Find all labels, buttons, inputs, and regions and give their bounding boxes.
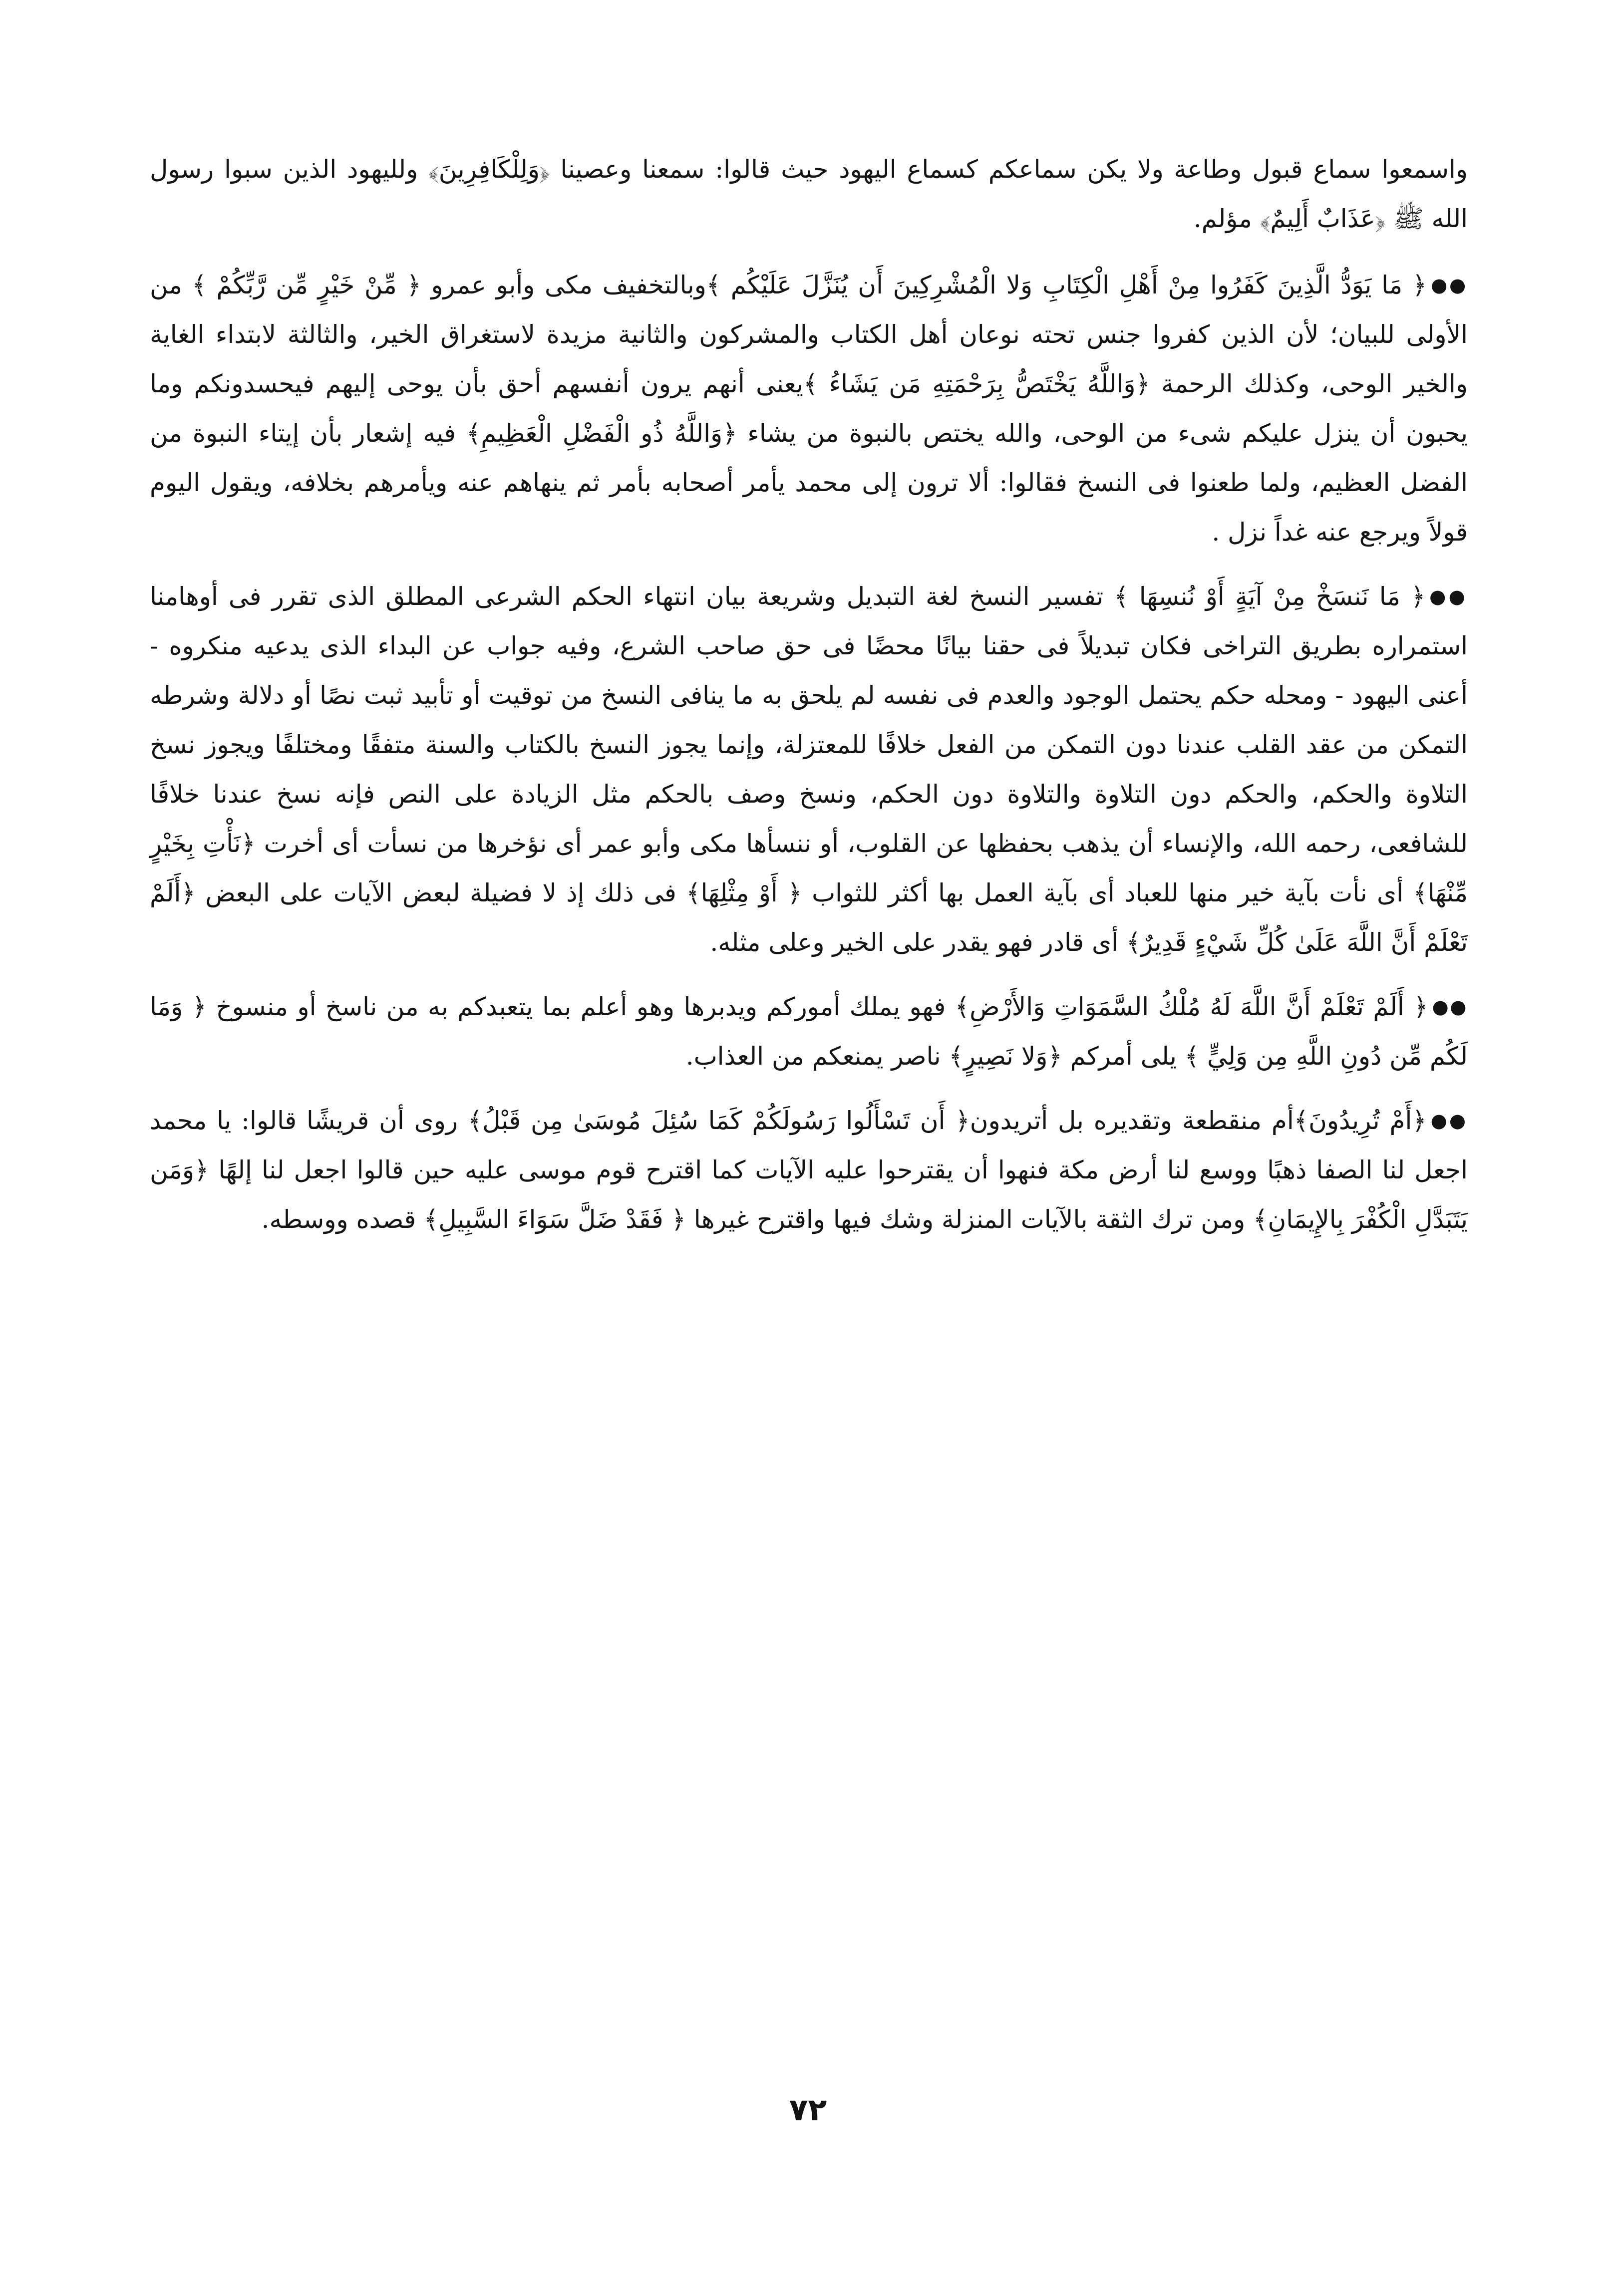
bullet-dots-icon: ●● <box>1431 274 1468 296</box>
bullet-dots-icon: ●● <box>1429 585 1468 607</box>
paragraph-2 <box>150 261 1468 557</box>
bullet-dots-icon: ●● <box>1430 1110 1468 1132</box>
page-body <box>150 145 1468 1259</box>
paragraph-text: ﴿ مَا يَوَدُّ الَّذِينَ كَفَرُوا مِنْ أَهْلِ الْكِتَابِ وَلا الْمُشْرِكِينَ أَن يُنَزَّلَ عَلَيْكُم ﴾وبالتخفيف مكى وأبو عمرو ﴿ مِّنْ خَيْرٍ مِّن رَّبِّكُمْ ﴾ من الأولى للبيان؛ لأن الذين كفروا جنس تحته نوعان أهل الكتاب والمشركون والثانية مزيدة لاستغراق الخير، والثالثة لابتداء الغاية والخير الوحى، وكذلك الرحمة ﴿وَاللَّهُ يَخْتَصُّ بِرَحْمَتِهِ مَن يَشَاءُ ﴾يعنى أنهم يرون أنفسهم أحق بأن يوحى إليهم فيحسدونكم وما يحبون أن ينزل عليكم شىء من الوحى، والله يختص بالنبوة من يشاء ﴿وَاللَّهُ ذُو الْفَضْلِ الْعَظِيمِ﴾ فيه إشعار بأن إيتاء النبوة من الفضل العظيم، ولما طعنوا فى النسخ فقالوا: ألا ترون إلى محمد يأمر أصحابه بأمر ثم ينهاهم عنه ويأمرهم بخلافه، ويقول اليوم قولاً ويرجع عنه غداً نزل . <box>150 271 1468 547</box>
paragraph-4 <box>150 982 1468 1081</box>
paragraph-text: ﴿ مَا نَنسَخْ مِنْ آيَةٍ أَوْ نُنسِهَا ﴾ تفسير النسخ لغة التبديل وشريعة بيان انتهاء الحكم الشرعى المطلق الذى تقرر فى أوهامنا استمراره بطريق التراخى فكان تبديلاً فى حقنا بيانًا محضًا فى حق صاحب الشرع، وفيه جواب عن البداء الذى يدعيه منكروه - أعنى اليهود - ومحله حكم يحتمل الوجود والعدم فى نفسه لم يلحق به ما ينافى النسخ من توقيت أو تأبيد ثبت نصًا أو دلالة وشرطه التمكن من عقد القلب عندنا دون التمكن من الفعل خلافًا للمعتزلة، وإنما يجوز النسخ بالكتاب والسنة متفقًا ومختلفًا ويجوز نسخ التلاوة والحكم، والحكم دون التلاوة والتلاوة دون الحكم، ونسخ وصف بالحكم مثل الزيادة على النص فإنه نسخ عندنا خلافًا للشافعى، رحمه الله، والإنساء أن يذهب بحفظها عن القلوب، أو ننسأها مكى وأبو عمر أى نؤخرها من نسأت أى أخرت ﴿نَأْتِ بِخَيْرٍ مِّنْهَا﴾ أى نأت بآية خير منها للعباد أى بآية العمل بها أكثر للثواب ﴿ أَوْ مِثْلِهَا﴾ فى ذلك إذ لا فضيلة لبعض الآيات على البعض ﴿أَلَمْ تَعْلَمْ أَنَّ اللَّهَ عَلَىٰ كُلِّ شَيْءٍ قَدِيرٌ﴾ أى قادر فهو يقدر على الخير وعلى مثله. <box>150 582 1468 957</box>
paragraph-1 <box>150 145 1468 244</box>
bullet-dots-icon: ●● <box>1432 996 1468 1018</box>
page-number: ٧٢ <box>789 2091 827 2128</box>
paragraph-5 <box>150 1096 1468 1244</box>
paragraph-text: ﴿أَمْ تُرِيدُونَ﴾أم منقطعة وتقديره بل أتريدون﴿ أَن تَسْأَلُوا رَسُولَكُمْ كَمَا سُئِلَ مُوسَىٰ مِن قَبْلُ﴾ روى أن قريشًا قالوا: يا محمد اجعل لنا الصفا ذهبًا ووسع لنا أرض مكة فنهوا أن يقترحوا عليه الآيات كما اقترح قوم موسى عليه حين قالوا اجعل لنا إلهًا ﴿وَمَن يَتَبَدَّلِ الْكُفْرَ بِالإِيمَانِ﴾ ومن ترك الثقة بالآيات المنزلة وشك فيها واقترح غيرها ﴿ فَقَدْ ضَلَّ سَوَاءَ السَّبِيلِ﴾ قصده ووسطه. <box>150 1106 1468 1234</box>
paragraph-text: واسمعوا سماع قبول وطاعة ولا يكن سماعكم كسماع اليهود حيث قالوا: سمعنا وعصينا ﴿وَلِلْكَافِرِينَ﴾ ولليهود الذين سبوا رسول الله ﷺ ﴿عَذَابٌ أَلِيمٌ﴾ مؤلم. <box>150 155 1468 233</box>
paragraph-text: ﴿ أَلَمْ تَعْلَمْ أَنَّ اللَّهَ لَهُ مُلْكُ السَّمَوَاتِ وَالأَرْضِ﴾ فهو يملك أموركم ويدبرها وهو أعلم بما يتعبدكم به من ناسخ أو منسوخ ﴿ وَمَا لَكُم مِّن دُونِ اللَّهِ مِن وَلِيٍّ ﴾ يلى أمركم ﴿وَلا نَصِيرٍ﴾ ناصر يمنعكم من العذاب. <box>150 992 1468 1071</box>
paragraph-3 <box>150 572 1468 967</box>
